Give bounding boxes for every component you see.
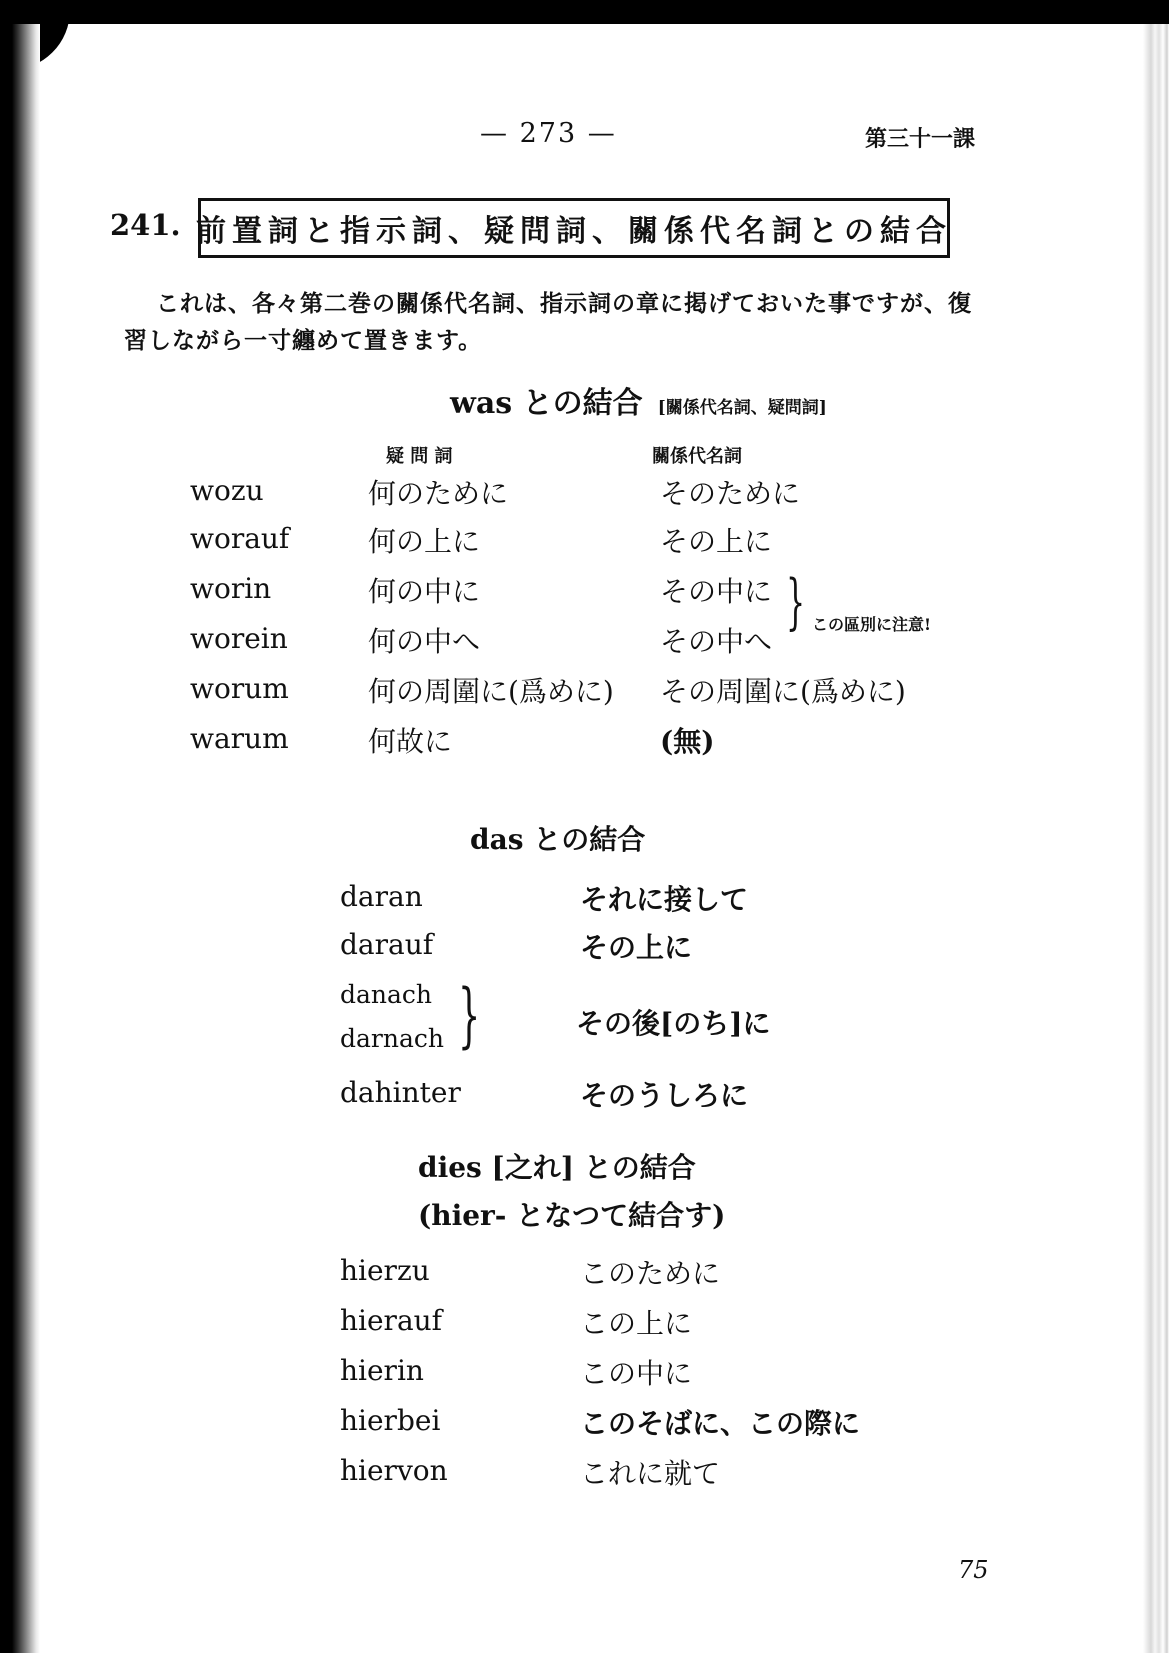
dies-word: hierin <box>340 1354 424 1387</box>
was-relative: その周圍に(爲めに) <box>660 675 906 708</box>
was-interrogative: 何の周圍に(爲めに) <box>368 675 614 708</box>
das-word: daran <box>340 880 423 913</box>
dies-heading: dies [之れ] との結合 <box>418 1151 696 1184</box>
was-relative: その上に <box>660 525 773 558</box>
was-word: worin <box>190 572 272 605</box>
was-interrogative: 何故に <box>368 725 453 758</box>
section-title-box <box>198 198 950 258</box>
sheet-number: 75 <box>958 1556 989 1584</box>
das-word: danach <box>340 980 433 1009</box>
das-word: darnach <box>340 1024 444 1053</box>
dies-meaning: この中に <box>580 1357 693 1390</box>
was-relative: (無) <box>660 725 715 758</box>
scan-right-edge <box>1143 24 1169 1653</box>
page-number: — 273 — <box>480 118 617 149</box>
dies-word: hierzu <box>340 1254 430 1287</box>
was-heading-note: [關係代名詞、疑問詞] <box>657 398 827 418</box>
dies-meaning: この上に <box>580 1307 693 1340</box>
dies-word: hierauf <box>340 1304 443 1337</box>
was-word: warum <box>190 722 289 755</box>
intro-line-1: これは、各々第二巻の關係代名詞、指示詞の章に掲げておいた事ですが、復 <box>156 290 972 317</box>
das-heading: das との結合 <box>470 823 646 856</box>
dies-meaning: このために <box>580 1257 721 1290</box>
was-relative: そのために <box>660 477 801 510</box>
was-interrogative: 何の中に <box>368 575 481 608</box>
column-relative: 關係代名詞 <box>652 446 742 467</box>
das-meaning: その後[のち]に <box>576 1007 771 1040</box>
scan-left-edge <box>0 24 40 1653</box>
section-title: 前置詞と指示詞、疑問詞、關係代名詞との結合 <box>196 214 952 249</box>
dies-word: hierbei <box>340 1404 441 1437</box>
dies-meaning: これに就て <box>580 1457 721 1490</box>
dies-meaning: このそばに、この際に <box>580 1407 861 1440</box>
right-brace-glyph: } <box>458 974 481 1056</box>
section-number: 241. <box>110 208 181 242</box>
intro-line-2: 習しながら一寸纏めて置きます。 <box>124 327 483 354</box>
dies-subheading: (hier- となつて結合す) <box>418 1199 726 1232</box>
was-relative: その中に <box>660 575 773 608</box>
was-relative: その中へ <box>660 625 773 658</box>
was-word: worum <box>190 672 289 705</box>
right-brace-glyph: } <box>786 567 806 637</box>
was-heading-row <box>450 378 827 422</box>
das-meaning: その上に <box>580 931 693 964</box>
column-interrogative: 疑 問 詞 <box>386 446 453 467</box>
was-interrogative: 何の中へ <box>368 625 481 658</box>
scan-top-band <box>0 0 1169 24</box>
dies-word: hiervon <box>340 1454 448 1487</box>
was-word: wozu <box>190 474 264 507</box>
das-meaning: そのうしろに <box>580 1079 749 1112</box>
brace-note: この區別に注意! <box>812 615 932 634</box>
was-word: worein <box>190 622 288 655</box>
chapter-label: 第三十一課 <box>865 126 976 152</box>
das-word: dahinter <box>340 1076 461 1109</box>
was-word: worauf <box>190 522 290 555</box>
das-meaning: それに接して <box>580 883 749 916</box>
was-interrogative: 何のために <box>368 477 509 510</box>
was-heading: was との結合 <box>450 386 643 421</box>
das-word: darauf <box>340 928 434 961</box>
was-interrogative: 何の上に <box>368 525 481 558</box>
